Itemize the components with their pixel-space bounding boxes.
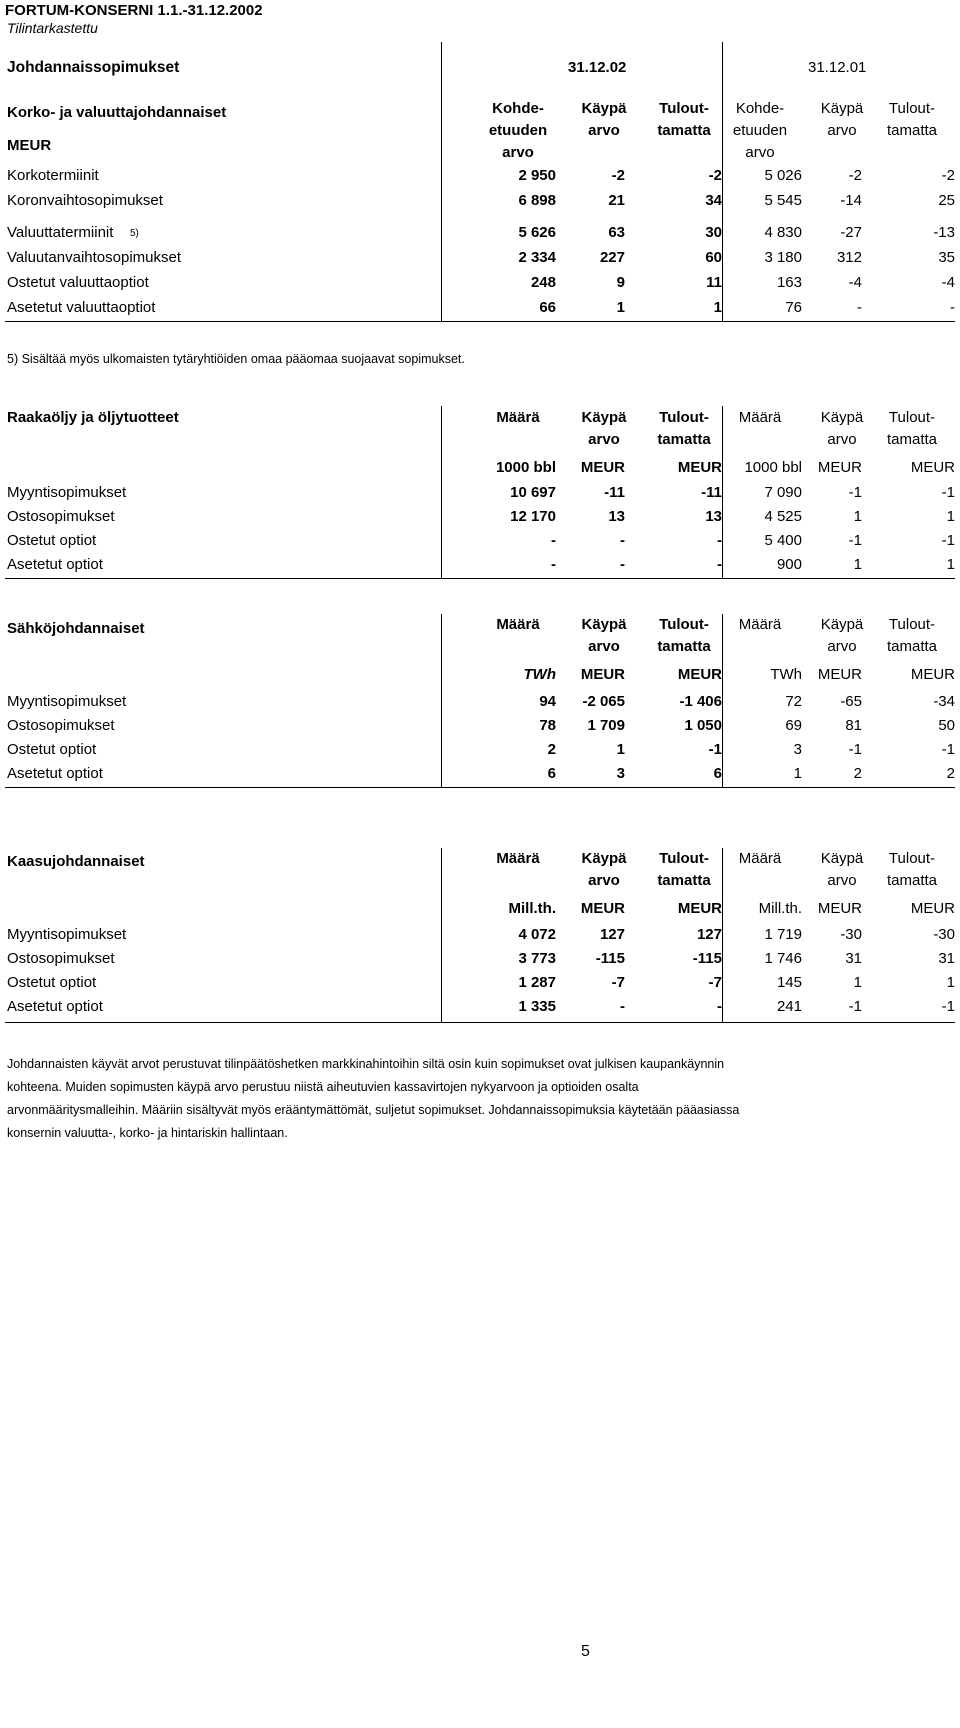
table-cell: - (620, 556, 625, 573)
unit-cell: MEUR (910, 666, 955, 683)
column-header: Kohde- (735, 100, 785, 117)
column-header: Tulout- (888, 850, 936, 867)
table-cell: 94 (539, 693, 556, 710)
table-cell: 5 026 (764, 167, 802, 184)
table-cell: 1 (946, 508, 955, 525)
table-cell: 81 (845, 717, 862, 734)
table-cell: - (551, 532, 556, 549)
table-cell: 900 (776, 556, 802, 573)
table-cell: 248 (530, 274, 556, 291)
column-header: Tulout- (659, 100, 709, 117)
column-header: Tulout- (888, 409, 936, 426)
column-header: Tulout- (659, 616, 709, 633)
table-cell: -1 (941, 484, 955, 501)
table-cell: 1 709 (587, 717, 625, 734)
table-cell: 1 (616, 299, 625, 316)
table-cell: -30 (840, 926, 862, 943)
table-cell: 127 (696, 926, 722, 943)
row-label: Ostetut optiot (7, 974, 97, 991)
table-cell: 5 626 (518, 224, 556, 241)
column-header: Määrä (496, 409, 540, 426)
table-cell: -2 (941, 167, 955, 184)
table-cell: 3 (793, 741, 802, 758)
unit-cell: TWh (770, 666, 802, 683)
footnote-text: 5) Sisältää myös ulkomaisten tytäryhtiöiden omaa pääomaa suojaavat sopimukset. (7, 352, 465, 366)
table-cell: 76 (785, 299, 802, 316)
table-cell: 2 334 (518, 249, 556, 266)
column-header: Käypä (820, 616, 864, 633)
table-cell: -1 (941, 532, 955, 549)
table-cell: 312 (836, 249, 862, 266)
table-cell: -4 (941, 274, 955, 291)
row-label: Asetetut optiot (7, 998, 103, 1015)
row-label: Myyntisopimukset (7, 693, 127, 710)
unit-cell: MEUR (580, 459, 625, 476)
column-header: etuuden (732, 122, 788, 139)
column-header: arvo (502, 144, 534, 161)
column-header: arvo (827, 431, 857, 448)
column-header: tamatta (657, 638, 711, 655)
table-cell: -30 (933, 926, 955, 943)
column-header: tamatta (657, 431, 711, 448)
table-cell: 7 090 (764, 484, 802, 501)
section-title: Kaasujohdannaiset (7, 853, 145, 870)
column-header: Käypä (820, 100, 864, 117)
table-cell: 72 (785, 693, 802, 710)
table-cell: 1 (793, 765, 802, 782)
table-cell: 1 (616, 741, 625, 758)
column-divider (441, 614, 442, 787)
row-label: Korkotermiinit (7, 167, 99, 184)
table-cell: 1 287 (518, 974, 556, 991)
table-cell: 13 (705, 508, 722, 525)
column-header: arvo (827, 872, 857, 889)
column-header: Käypä (581, 409, 627, 426)
column-header: Käypä (820, 409, 864, 426)
table-cell: 127 (599, 926, 625, 943)
row-label: Ostosopimukset (7, 950, 115, 967)
table-cell: 4 830 (764, 224, 802, 241)
column-header: tamatta (886, 638, 938, 655)
column-divider (441, 848, 442, 1022)
page-number: 5 (581, 1643, 590, 1660)
table-cell: 12 170 (510, 508, 556, 525)
table-bottom-rule (5, 1022, 955, 1023)
table-cell: -115 (595, 950, 625, 967)
table-cell: -14 (840, 192, 862, 209)
table-cell: 3 (616, 765, 625, 782)
table-cell: 11 (706, 274, 722, 291)
unit-label: MEUR (7, 137, 52, 154)
table-cell: 241 (776, 998, 802, 1015)
table-cell: -34 (933, 693, 955, 710)
table-cell: -7 (611, 974, 625, 991)
table-cell: 227 (599, 249, 625, 266)
unit-cell: MEUR (910, 459, 955, 476)
column-header: arvo (588, 122, 620, 139)
table-cell: 34 (705, 192, 722, 209)
table-cell: - (551, 556, 556, 573)
column-header: Tulout- (659, 850, 709, 867)
table-cell: 78 (539, 717, 556, 734)
table-cell: 163 (776, 274, 802, 291)
table-bottom-rule (5, 787, 955, 788)
table-cell: - (620, 998, 625, 1015)
table-cell: 35 (938, 249, 955, 266)
table-cell: 1 (946, 556, 955, 573)
row-label: Asetetut valuuttaoptiot (7, 299, 156, 316)
date-2002: 31.12.02 (568, 59, 627, 76)
table-bottom-rule (5, 321, 955, 322)
column-divider (722, 406, 723, 578)
unit-cell: MEUR (910, 900, 955, 917)
column-header: Määrä (738, 409, 782, 426)
table-cell: 13 (608, 508, 625, 525)
column-divider (441, 406, 442, 578)
unit-cell: 1000 bbl (495, 459, 556, 476)
unit-cell: Mill.th. (758, 900, 802, 917)
table-cell: -115 (692, 950, 722, 967)
column-divider (722, 614, 723, 787)
unit-cell: MEUR (817, 900, 862, 917)
row-label: Ostetut valuuttaoptiot (7, 274, 149, 291)
table-cell: 66 (539, 299, 556, 316)
table-cell: 2 950 (518, 167, 556, 184)
unit-cell: MEUR (677, 666, 722, 683)
table-cell: 2 (946, 765, 955, 782)
table-cell: 63 (608, 224, 625, 241)
table-cell: -1 (941, 998, 955, 1015)
table-cell: -27 (840, 224, 862, 241)
unit-cell: MEUR (580, 900, 625, 917)
table-cell: 1 (713, 299, 722, 316)
column-header: tamatta (886, 122, 938, 139)
table-cell: 3 773 (518, 950, 556, 967)
table-cell: 30 (705, 224, 722, 241)
closing-note-line: konsernin valuutta-, korko- ja hintariskin hallintaan. (7, 1126, 288, 1140)
table-cell: 1 335 (518, 998, 556, 1015)
table-cell: 4 525 (764, 508, 802, 525)
table-cell: -1 (848, 484, 862, 501)
table-cell: -7 (708, 974, 722, 991)
column-header: Käypä (581, 616, 627, 633)
row-label: Valuuttatermiinit (7, 224, 114, 241)
table-cell: -2 (611, 167, 625, 184)
table-cell: 2 (547, 741, 556, 758)
row-label: Valuutanvaihtosopimukset (7, 249, 181, 266)
unit-cell: TWh (523, 666, 556, 683)
table-cell: 6 (713, 765, 722, 782)
table-cell: 6 898 (518, 192, 556, 209)
column-header: tamatta (886, 431, 938, 448)
table-cell: 1 050 (684, 717, 722, 734)
unit-cell: MEUR (817, 666, 862, 683)
column-header: arvo (588, 638, 620, 655)
table-cell: 1 (853, 508, 862, 525)
table-cell: -11 (701, 484, 722, 501)
unit-cell: 1000 bbl (744, 459, 802, 476)
table-cell: 2 (853, 765, 862, 782)
section-title: Korko- ja valuuttajohdannaiset (7, 104, 227, 121)
table-cell: 50 (938, 717, 955, 734)
table-cell: 31 (938, 950, 955, 967)
column-header: Käypä (581, 850, 627, 867)
column-header: Käypä (820, 850, 864, 867)
column-header: tamatta (886, 872, 938, 889)
table-cell: 4 072 (518, 926, 556, 943)
table-bottom-rule (5, 578, 955, 579)
row-label: Myyntisopimukset (7, 484, 127, 501)
company-title: FORTUM-KONSERNI 1.1.-31.12.2002 (5, 2, 263, 19)
closing-note-line: Johdannaisten käyvät arvot perustuvat tilinpäätöshetken markkinahintoihin siltä osin kuin sopimukset ovat julkisen kaupankäynnin (7, 1057, 725, 1071)
table-cell: -2 (848, 167, 862, 184)
table-cell: - (950, 299, 955, 316)
table-cell: 3 180 (764, 249, 802, 266)
column-header: tamatta (657, 122, 711, 139)
column-divider (441, 170, 442, 321)
table-cell: 1 719 (764, 926, 802, 943)
table-cell: -1 (941, 741, 955, 758)
table-cell: 60 (705, 249, 722, 266)
table-cell: - (717, 556, 722, 573)
table-cell: -1 (848, 998, 862, 1015)
column-header: arvo (827, 122, 857, 139)
column-header: arvo (745, 144, 775, 161)
table-cell: 5 545 (764, 192, 802, 209)
column-divider (441, 42, 442, 170)
footnote-ref: 5) (130, 228, 139, 239)
section-title: Sähköjohdannaiset (7, 620, 145, 637)
column-header: Tulout- (888, 616, 936, 633)
table-cell: -1 406 (679, 693, 722, 710)
table-cell: -1 (848, 741, 862, 758)
closing-note-line: arvonmääritysmalleihin. Määriin sisältyvät myös erääntymättömät, suljetut sopimukset. Johdannaissopimuksia käytetään pääasiassa (7, 1103, 740, 1117)
table-cell: 21 (608, 192, 625, 209)
table-cell: 69 (785, 717, 802, 734)
column-divider (722, 170, 723, 321)
table-cell: 25 (938, 192, 955, 209)
table-cell: -4 (848, 274, 862, 291)
column-header: Tulout- (888, 100, 936, 117)
table-cell: -13 (933, 224, 955, 241)
row-label: Ostosopimukset (7, 508, 115, 525)
table-cell: - (620, 532, 625, 549)
unit-cell: MEUR (677, 900, 722, 917)
row-label: Ostosopimukset (7, 717, 115, 734)
column-header: arvo (827, 638, 857, 655)
column-header: Määrä (496, 850, 540, 867)
section-title: Raakaöljy ja öljytuotteet (7, 409, 179, 426)
column-header: Määrä (496, 616, 540, 633)
row-label: Ostetut optiot (7, 532, 97, 549)
unit-cell: MEUR (677, 459, 722, 476)
table-cell: 1 (853, 556, 862, 573)
table-cell: 31 (845, 950, 862, 967)
row-label: Koronvaihtosopimukset (7, 192, 163, 209)
row-label: Asetetut optiot (7, 556, 103, 573)
table-cell: 10 697 (510, 484, 556, 501)
unit-cell: MEUR (580, 666, 625, 683)
main-title: Johdannaissopimukset (7, 59, 180, 76)
unit-cell: Mill.th. (508, 900, 556, 917)
table-cell: 1 (853, 974, 862, 991)
table-cell: 145 (776, 974, 802, 991)
column-header: tamatta (657, 872, 711, 889)
table-cell: 1 (946, 974, 955, 991)
date-2001: 31.12.01 (808, 59, 867, 76)
column-header: Tulout- (659, 409, 709, 426)
table-cell: -2 065 (582, 693, 625, 710)
table-cell: - (857, 299, 862, 316)
table-cell: 9 (616, 274, 625, 291)
table-cell: 1 746 (764, 950, 802, 967)
audit-status: Tilintarkastettu (7, 20, 98, 36)
column-divider (722, 848, 723, 1022)
column-header: Käypä (581, 100, 627, 117)
closing-note-line: kohteena. Muiden sopimusten käypä arvo perustuu niistä aiheutuvien kassavirtojen nykyarvoon ja optioiden osalta (7, 1080, 639, 1094)
row-label: Ostetut optiot (7, 741, 97, 758)
column-header: etuuden (488, 122, 548, 139)
table-cell: - (717, 532, 722, 549)
table-cell: -1 (848, 532, 862, 549)
column-header: arvo (588, 872, 620, 889)
table-cell: -11 (604, 484, 625, 501)
table-cell: -2 (708, 167, 722, 184)
closing-note (7, 1053, 947, 1145)
unit-cell: MEUR (817, 459, 862, 476)
table-cell: - (717, 998, 722, 1015)
table-cell: 6 (547, 765, 556, 782)
table-cell: -1 (708, 741, 722, 758)
column-header: Määrä (738, 616, 782, 633)
column-header: Määrä (738, 850, 782, 867)
row-label: Asetetut optiot (7, 765, 103, 782)
column-header: Kohde- (492, 100, 544, 117)
row-label: Myyntisopimukset (7, 926, 127, 943)
table-cell: -65 (840, 693, 862, 710)
column-header: arvo (588, 431, 620, 448)
table-cell: 5 400 (764, 532, 802, 549)
